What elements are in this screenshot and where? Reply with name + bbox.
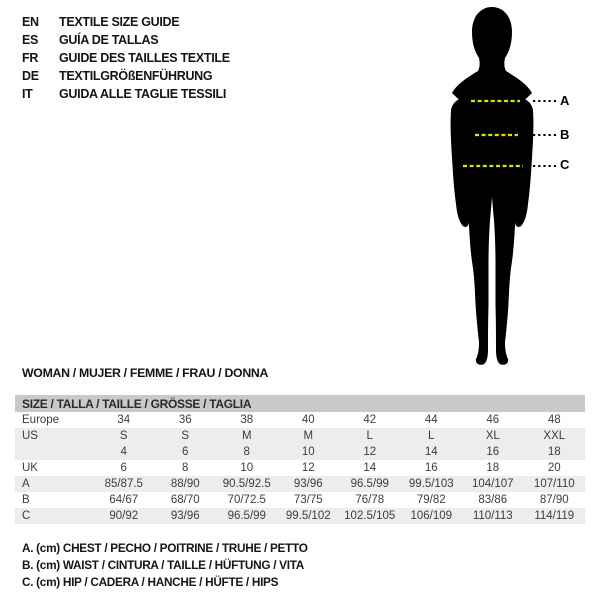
size-cell: 34	[117, 414, 131, 426]
lang-label: GUÍA DE TALLAS	[59, 33, 159, 47]
size-cell: L	[401, 428, 463, 444]
woman-silhouette-figure	[420, 6, 580, 370]
size-cell: 48	[547, 414, 561, 426]
size-cell: 10	[278, 444, 340, 460]
lang-row-de	[22, 67, 230, 85]
size-cell: M	[278, 428, 340, 444]
measure-label-b: B	[560, 127, 570, 142]
size-cell: 40	[301, 414, 315, 426]
measurement-legend	[22, 540, 308, 591]
size-cell: 14	[363, 462, 377, 474]
size-cell: L	[339, 428, 401, 444]
size-table-row	[15, 444, 585, 460]
lang-label: GUIDE DES TAILLES TEXTILE	[59, 51, 230, 65]
right-arm	[515, 98, 533, 227]
size-cell: 99.5/103	[401, 476, 463, 492]
size-cell: 96.5/99	[216, 508, 278, 524]
size-cell: 46	[486, 414, 500, 426]
size-cell: 14	[401, 444, 463, 460]
size-cell: 4	[93, 444, 155, 460]
size-cell: 38	[240, 414, 254, 426]
size-cell: 20	[547, 462, 561, 474]
size-table-header: SIZE / TALLA / TAILLE / GRÖSSE / TAGLIA	[15, 395, 585, 412]
size-cell: XL	[462, 428, 524, 444]
lang-row-it	[22, 85, 230, 103]
size-cell: 73/75	[293, 494, 323, 506]
language-title-list	[22, 13, 230, 103]
row-label: A	[15, 476, 93, 492]
row-label	[15, 444, 93, 460]
size-table-body	[15, 412, 585, 524]
size-table	[15, 395, 585, 524]
section-title-woman: WOMAN / MUJER / FEMME / FRAU / DONNA	[22, 366, 269, 380]
size-cell: 10	[240, 462, 254, 474]
size-cell: 12	[301, 462, 315, 474]
size-cell: 87/90	[539, 494, 569, 506]
size-cell: 93/96	[278, 476, 340, 492]
size-cell: XXL	[524, 428, 586, 444]
size-cell: 88/90	[155, 476, 217, 492]
size-table-row	[15, 476, 585, 492]
size-cell: 110/113	[462, 508, 524, 524]
size-table-row	[15, 508, 585, 524]
size-cell: 90.5/92.5	[216, 476, 278, 492]
size-cell: 85/87.5	[93, 476, 155, 492]
size-cell: 104/107	[462, 476, 524, 492]
row-label: US	[15, 428, 93, 444]
size-cell: 102.5/105	[339, 508, 401, 524]
lang-code: ES	[22, 33, 39, 47]
row-label: B	[22, 494, 30, 506]
size-table-row	[15, 460, 585, 476]
size-cell: 6	[120, 462, 127, 474]
woman-silhouette-svg	[420, 6, 580, 370]
size-cell: S	[155, 428, 217, 444]
lang-code: DE	[22, 69, 39, 83]
measure-label-a: A	[560, 93, 570, 108]
size-cell: M	[216, 428, 278, 444]
size-cell: 16	[462, 444, 524, 460]
size-cell: 83/86	[478, 494, 508, 506]
size-cell: 44	[424, 414, 438, 426]
size-cell: 6	[155, 444, 217, 460]
size-cell: 68/70	[170, 494, 200, 506]
size-cell: 8	[216, 444, 278, 460]
size-cell: 76/78	[355, 494, 385, 506]
size-cell: 70/72.5	[227, 494, 266, 506]
size-table-row	[15, 492, 585, 508]
row-label: C	[15, 508, 93, 524]
lang-row-fr	[22, 49, 230, 67]
size-cell: 18	[486, 462, 500, 474]
size-cell: 36	[178, 414, 192, 426]
legend-item-waist: B. (cm) WAIST / CINTURA / TAILLE / HÜFTUNG / VITA	[22, 558, 304, 572]
lang-row-es	[22, 31, 230, 49]
size-cell: 96.5/99	[339, 476, 401, 492]
size-cell: 114/119	[524, 508, 586, 524]
lang-label: TEXTILGRÖßENFÜHRUNG	[59, 69, 213, 83]
lang-label: GUIDA ALLE TAGLIE TESSILI	[59, 87, 227, 101]
size-cell: 93/96	[155, 508, 217, 524]
row-label: UK	[22, 462, 38, 474]
size-cell: 8	[182, 462, 189, 474]
lang-code: EN	[22, 15, 39, 29]
size-table-row	[15, 428, 585, 444]
size-cell: 12	[339, 444, 401, 460]
size-cell: S	[93, 428, 155, 444]
size-table-row	[15, 412, 585, 428]
size-cell: 18	[524, 444, 586, 460]
size-cell: 99.5/102	[278, 508, 340, 524]
size-cell: 79/82	[416, 494, 446, 506]
measure-label-c: C	[560, 157, 570, 172]
size-cell: 106/109	[401, 508, 463, 524]
size-cell: 90/92	[93, 508, 155, 524]
size-cell: 64/67	[109, 494, 139, 506]
lang-label: TEXTILE SIZE GUIDE	[59, 15, 180, 29]
legend-item-chest: A. (cm) CHEST / PECHO / POITRINE / TRUHE / PETTO	[22, 541, 308, 555]
lang-code: FR	[22, 51, 39, 65]
lang-row-en	[22, 13, 230, 31]
size-table-header-row	[15, 395, 585, 412]
size-cell: 107/110	[524, 476, 586, 492]
left-arm	[451, 98, 469, 227]
legend-item-hip: C. (cm) HIP / CADERA / HANCHE / HÜFTE / HIPS	[22, 575, 279, 589]
lang-code: IT	[22, 87, 33, 101]
size-cell: 42	[363, 414, 377, 426]
size-cell: 16	[424, 462, 438, 474]
row-label: Europe	[22, 414, 60, 426]
